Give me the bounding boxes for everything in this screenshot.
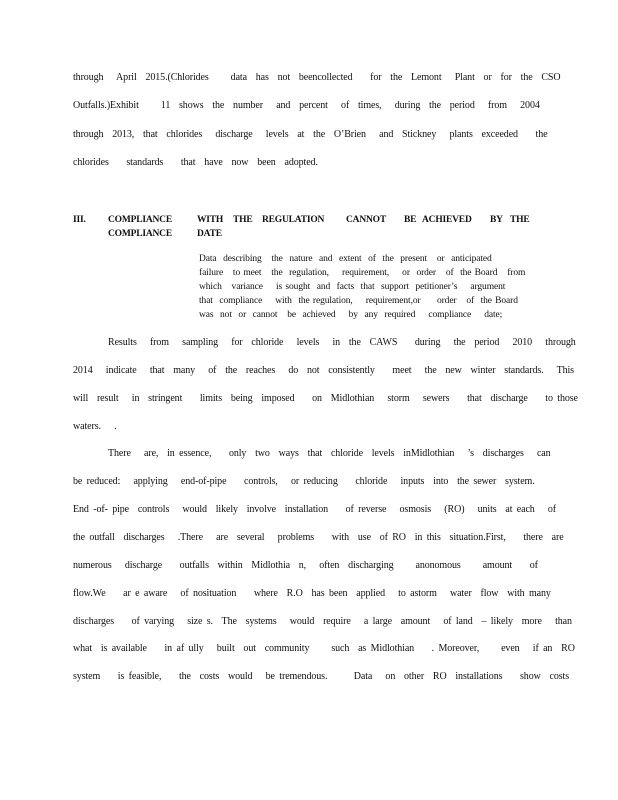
heading-word: CANNOT [346,215,386,225]
quote-line: failure to meet the regulation, requirement, or order of the Board from [199,268,526,278]
paragraph-line: system is feasible, the costs would be tremendous. Data on other RO installations show costs [73,671,570,682]
heading-word: BE [404,215,417,225]
quote-line: which variance is sought and facts that support petitioner’s argument [199,282,506,292]
paragraph-line: 2014 indicate that many of the reaches do not consistently meet the new winter standards. This [73,365,574,376]
heading-word: REGULATION [262,215,325,225]
heading-word: WITH [197,215,224,225]
heading-word: COMPLIANCE [108,229,172,239]
quote-line: Data describing the nature and extent of the present or anticipated [199,254,492,264]
paragraph-line: Outfalls.)Exhibit 11 shows the number and percent of times, during the period from 2004 [73,100,540,111]
paragraph-line: will result in stringent limits being imposed on Midlothian storm sewers that discharge to those [73,393,578,404]
paragraph-line: chlorides standards that have now been adopted. [73,157,318,168]
paragraph-line: discharges of varying size s. The systems would require a large amount of land – likely more than [73,616,572,627]
paragraph-line: waters. . [73,421,117,432]
paragraph-line: through 2013, that chlorides discharge levels at the O’Brien and Stickney plants exceeded the [73,129,548,140]
heading-word: THE [233,215,253,225]
paragraph-line: through April 2015.(Chlorides data has not beencollected for the Lemont Plant or for the CSO [73,72,561,83]
heading-word: COMPLIANCE [108,215,172,225]
paragraph-line: End -of- pipe controls would likely involve installation of reverse osmosis (RO) units at each of [73,504,557,515]
paragraph-line: the outfall discharges .There are several problems with use of RO in this situation.First, there are [73,532,564,543]
quote-line: was not or cannot be achieved by any required compliance date; [199,310,503,320]
paragraph-line: be reduced: applying end-of-pipe controls, or reducing chloride inputs into the sewer system. [73,476,535,487]
paragraph-line: There are, in essence, only two ways that chloride levels inMidlothian ’s discharges can [108,448,551,459]
heading-word: THE [510,215,530,225]
paragraph-line: flow.We ar e aware of nosituation where R.O has been applied to astorm water flow with many [73,588,551,599]
quote-line: that compliance with the regulation, requirement,or order of the Board [199,296,518,306]
paragraph-line: numerous discharge outfalls within Midlothia n, often discharging anonomous amount of [73,560,538,571]
heading-word: BY [490,215,503,225]
heading-word: DATE [197,229,222,239]
paragraph-line: what is available in af ully built out community such as Midlothian . Moreover, even if an RO [73,643,575,654]
paragraph-line: Results from sampling for chloride levels in the CAWS during the period 2010 through [108,337,576,348]
heading-word: ACHIEVED [422,215,472,225]
section-number: III. [73,215,86,225]
